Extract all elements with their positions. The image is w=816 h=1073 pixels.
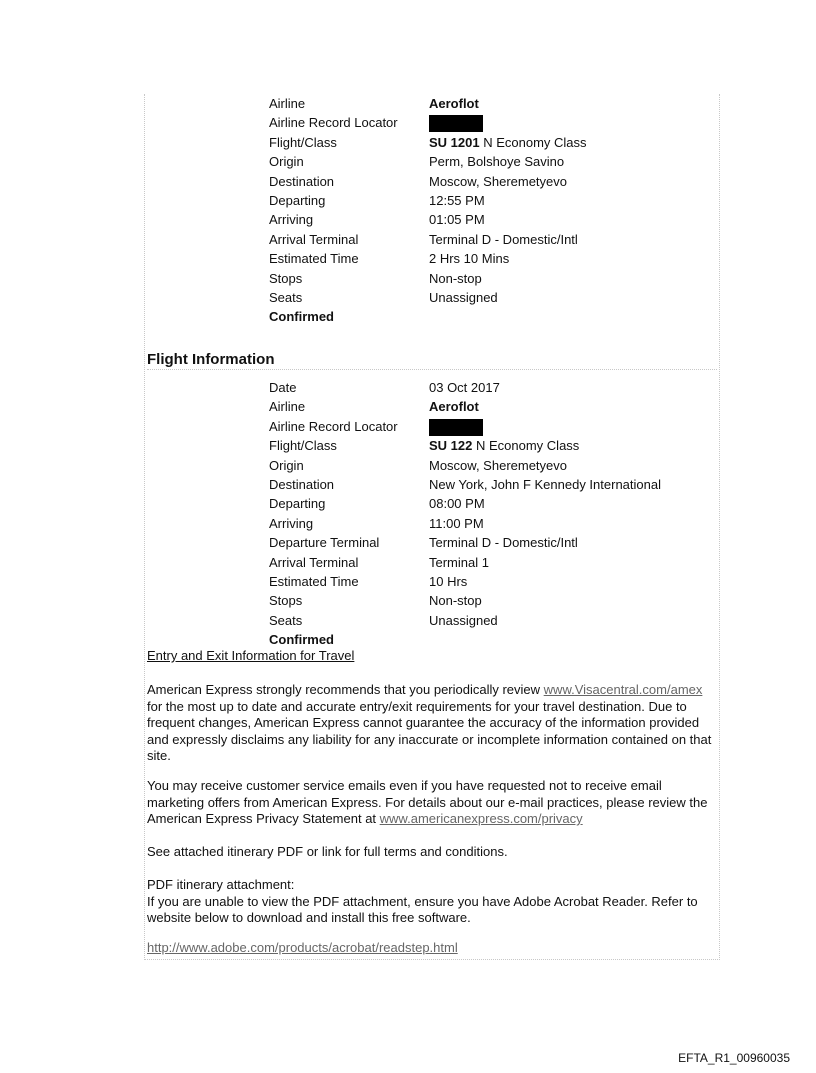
row-label: Origin [269, 457, 304, 473]
flight-1-row-seats [269, 288, 587, 307]
privacy-statement-link[interactable]: www.americanexpress.com/privacy [379, 811, 583, 827]
estimated-time-value: 10 Hrs [429, 573, 468, 589]
pdf-attachment-instructions: If you are unable to view the PDF attachment, ensure you have Adobe Acrobat Reader. Refer to website below to download and install this free software. [147, 893, 698, 926]
row-label: Airline Record Locator [269, 115, 398, 131]
row-label: Destination [269, 476, 335, 492]
departure-terminal-value: Terminal D - Domestic/Intl [429, 535, 578, 551]
flight-1-row-record-locator [269, 113, 587, 132]
flight-1-row-status [269, 307, 587, 326]
flight-2-row-departing [269, 494, 661, 513]
flight-number: SU 122 [429, 438, 473, 454]
row-label: Arrival Terminal [269, 554, 359, 570]
row-label: Flight/Class [269, 134, 337, 150]
flight-2-row-flight-class [269, 436, 661, 455]
flight-1-row-departing [269, 191, 587, 210]
row-label: Flight/Class [269, 438, 337, 454]
row-label: Departure Terminal [269, 535, 380, 551]
seats-value: Unassigned [429, 612, 498, 628]
row-label: Seats [269, 612, 303, 628]
row-label: Stops [269, 270, 303, 286]
paragraph-text: You may receive customer service emails even if you have requested not to receive email marketing offers from American Express. For details about our e-mail practices, please review the American Express Privacy Statement at [147, 778, 708, 827]
record-locator-value [429, 417, 661, 436]
adobe-link-paragraph [147, 940, 719, 957]
row-label: Seats [269, 289, 303, 305]
document-id: EFTA_R1_00960035 [678, 1051, 790, 1065]
row-label: Estimated Time [269, 573, 359, 589]
entry-exit-info-link[interactable]: Entry and Exit Information for Travel [147, 648, 355, 663]
flight-1-row-arriving [269, 210, 587, 229]
row-label: Airline [269, 399, 306, 415]
confirmed-status: Confirmed [269, 309, 334, 325]
stops-value: Non-stop [429, 270, 482, 286]
arriving-value: 11:00 PM [429, 515, 484, 531]
flight-number: SU 1201 [429, 134, 480, 150]
destination-value: New York, John F Kennedy International [429, 476, 661, 492]
row-label: Arrival Terminal [269, 231, 359, 247]
row-label: Arriving [269, 212, 314, 228]
pdf-attachment-heading: PDF itinerary attachment: [147, 877, 295, 892]
arrival-terminal-value: Terminal D - Domestic/Intl [429, 231, 578, 247]
adobe-download-link[interactable]: http://www.adobe.com/products/acrobat/readstep.html [147, 940, 458, 955]
flight-2-row-status [269, 630, 661, 649]
arriving-value: 01:05 PM [429, 212, 485, 228]
destination-value: Moscow, Sheremetyevo [429, 173, 568, 189]
flight-2-row-departure-terminal [269, 533, 661, 552]
flight-1-row-arrival-terminal [269, 230, 587, 249]
class-text: N Economy Class [472, 438, 580, 454]
redaction-box [429, 419, 483, 436]
flight-1-row-destination [269, 172, 587, 191]
flight-2-row-origin [269, 456, 661, 475]
flight-2-row-seats [269, 611, 661, 630]
row-label: Departing [269, 192, 326, 208]
seats-value: Unassigned [429, 289, 498, 305]
flight-1-row-flight-class [269, 133, 587, 152]
origin-value: Perm, Bolshoye Savino [429, 154, 565, 170]
flight-information-heading: Flight Information [147, 351, 717, 370]
confirmed-status: Confirmed [269, 632, 334, 648]
flight-2-row-arriving [269, 514, 661, 533]
estimated-time-value: 2 Hrs 10 Mins [429, 251, 510, 267]
row-label: Date [269, 380, 297, 395]
flight-1-details [269, 94, 587, 327]
flight-1-row-estimated-time [269, 249, 587, 268]
stops-value: Non-stop [429, 593, 482, 609]
redaction-box [429, 115, 483, 132]
flight-2-row-date [269, 378, 661, 397]
flight-class-value [429, 436, 661, 455]
class-text: N Economy Class [479, 134, 587, 150]
recommendation-paragraph [147, 682, 719, 765]
pdf-attachment-paragraph [147, 877, 719, 927]
paragraph-text: for the most up to date and accurate entry/exit requirements for your travel destination. Due to frequent changes, American Express cannot guarantee the accuracy of the information provided and expressly disclaims any liability for any inaccurate or incomplete information contained on that site. [147, 698, 712, 764]
paragraph-text: American Express strongly recommends that you periodically review [147, 682, 544, 697]
flight-2-row-record-locator [269, 417, 661, 436]
terms-paragraph: See attached itinerary PDF or link for full terms and conditions. [147, 844, 508, 859]
flight-2-row-stops [269, 591, 661, 610]
row-label: Estimated Time [269, 251, 359, 267]
record-locator-value [429, 113, 587, 132]
airline-value: Aeroflot [429, 399, 479, 415]
airline-value: Aeroflot [429, 96, 479, 111]
flight-1-row-airline [269, 94, 587, 113]
row-label: Airline Record Locator [269, 418, 398, 434]
row-label: Origin [269, 154, 304, 170]
row-label: Destination [269, 173, 335, 189]
row-label: Departing [269, 496, 326, 512]
origin-value: Moscow, Sheremetyevo [429, 457, 568, 473]
date-value: 03 Oct 2017 [429, 380, 500, 395]
row-label: Stops [269, 593, 303, 609]
itinerary-container [144, 94, 720, 960]
privacy-paragraph [147, 778, 719, 828]
flight-2-row-destination [269, 475, 661, 494]
flight-2-row-estimated-time [269, 572, 661, 591]
departing-value: 12:55 PM [429, 192, 485, 208]
flight-2-row-airline [269, 397, 661, 416]
flight-2-row-arrival-terminal [269, 553, 661, 572]
flight-1-row-stops [269, 269, 587, 288]
row-label: Airline [269, 96, 306, 111]
departing-value: 08:00 PM [429, 496, 485, 512]
row-label: Arriving [269, 515, 314, 531]
visacentral-link[interactable]: www.Visacentral.com/amex [543, 682, 703, 697]
flight-1-row-origin [269, 152, 587, 171]
flight-2-details [269, 378, 661, 649]
flight-class-value [429, 133, 587, 152]
arrival-terminal-value: Terminal 1 [429, 554, 489, 570]
